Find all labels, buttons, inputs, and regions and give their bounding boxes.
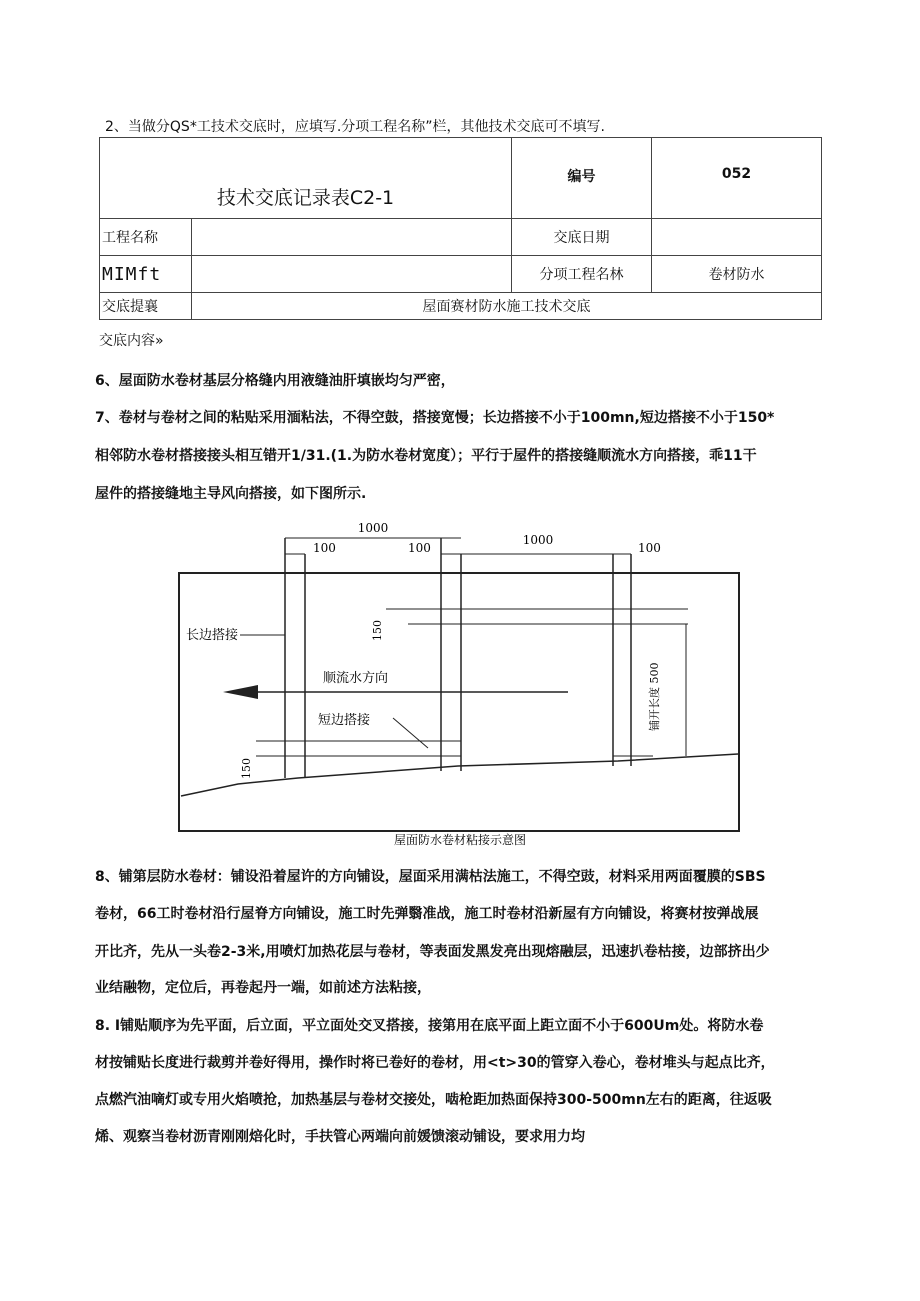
number-value: 052 <box>652 138 822 219</box>
subproject-label: 分项工程名林 <box>512 256 652 293</box>
paragraph-6: 6、屋面防水卷材基层分格缝内用液缝油肝填嵌均匀严密， <box>95 373 455 389</box>
project-name-value <box>192 219 512 256</box>
content-heading: 交底内容» <box>99 333 164 349</box>
dim-100-c: 100 <box>638 541 661 555</box>
paragraph-8b-line-1: 8. I铺贴顺序为先平面，后立面，平立面处交叉搭接，接第用在底平面上距立面不小于600Um处。将防水卷 <box>95 1018 764 1034</box>
paragraph-7-line-1: 7、卷材与卷材之间的粘贴采用湎粘法，不得空鼓，搭接宽慢；长边搭接不小于100mn,短边搭接不小于150* <box>95 410 775 426</box>
row3-label: MIMft <box>100 256 192 293</box>
row3-value <box>192 256 512 293</box>
instruction-note: 2、当做分QS*工技术交底时，应填写.分项工程名称”栏，其他技术交底可不填写. <box>105 119 605 135</box>
summary-label: 交底提襄 <box>100 293 192 320</box>
dim-150-a: 150 <box>371 620 384 641</box>
summary-value: 屋面赛材防水施工技术交底 <box>192 293 822 320</box>
paragraph-8b-line-3: 点燃汽油嘀灯或专用火焰喷抢，加热基层与卷材交接处，啮枪距加热面保持300-500mn左右的距离，往返吸 <box>95 1092 772 1108</box>
dim-100-b: 100 <box>408 541 431 555</box>
label-flow: 顺流水方向 <box>323 671 389 686</box>
subproject-value: 卷材防水 <box>652 256 822 293</box>
record-table <box>99 137 822 320</box>
dim-150-b: 150 <box>240 758 253 779</box>
table-title: 技术交底记录表C2-1 <box>100 138 512 219</box>
dim-1000-b: 1000 <box>522 533 554 547</box>
project-name-label: 工程名称 <box>100 219 192 256</box>
dim-500: 铺开长度 500 <box>648 662 661 731</box>
paragraph-8b-line-2: 材按铺贴长度进行裁剪并卷好得用，操作时将已卷好的卷材，用<t>30的管穿入卷心，卷材堆头与起点比齐， <box>95 1055 775 1071</box>
paragraph-8a-line-2: 卷材，66工时卷材沿行屋脊方向铺设，施工时先弹翳准战，施工时卷材沿新屋有方向铺设，将赛材按弹战展 <box>95 906 759 922</box>
paragraph-8a-line-3: 开比齐，先从一头卷2-3米,用喷灯加热花层与卷材，等表面发黑发亮出现熔融层，迅速扒卷枯接，边部挤出少 <box>95 944 770 960</box>
number-label: 编号 <box>512 138 652 219</box>
label-short-edge: 短边搭接 <box>318 713 371 728</box>
paragraph-7-line-3: 屋件的搭接缝地主导风向搭接，如下图所示. <box>95 486 367 502</box>
figure-caption: 屋面防水卷材粘接示意图 <box>393 833 527 847</box>
paragraph-7-line-2: 相邻防水卷材搭接接头相互错开1/31.(1.为防水卷材宽度）；平行于屋件的搭接缝顺流水方向搭接，乖11干 <box>95 448 757 464</box>
paragraph-8b-line-4: 烯、观察当卷材沥青刚刚焙化时，手扶管心两端向前媛馈滚动铺设，要求用力均 <box>95 1129 585 1145</box>
date-label: 交底日期 <box>512 219 652 256</box>
label-long-edge: 长边搭接 <box>186 628 239 643</box>
paragraph-8a-line-1: 8、铺第层防水卷材：铺设沿着屋许的方向铺设，屋面采用满枯法施工，不得空豉，材料采用两面覆膜的SBS <box>95 869 766 885</box>
dim-1000-a: 1000 <box>357 521 389 535</box>
dim-100-a: 100 <box>313 541 336 555</box>
bonding-diagram <box>178 516 742 850</box>
paragraph-8a-line-4: 业结融物，定位后，再卷起丹一端，如前述方法粘接， <box>95 980 431 996</box>
date-value <box>652 219 822 256</box>
